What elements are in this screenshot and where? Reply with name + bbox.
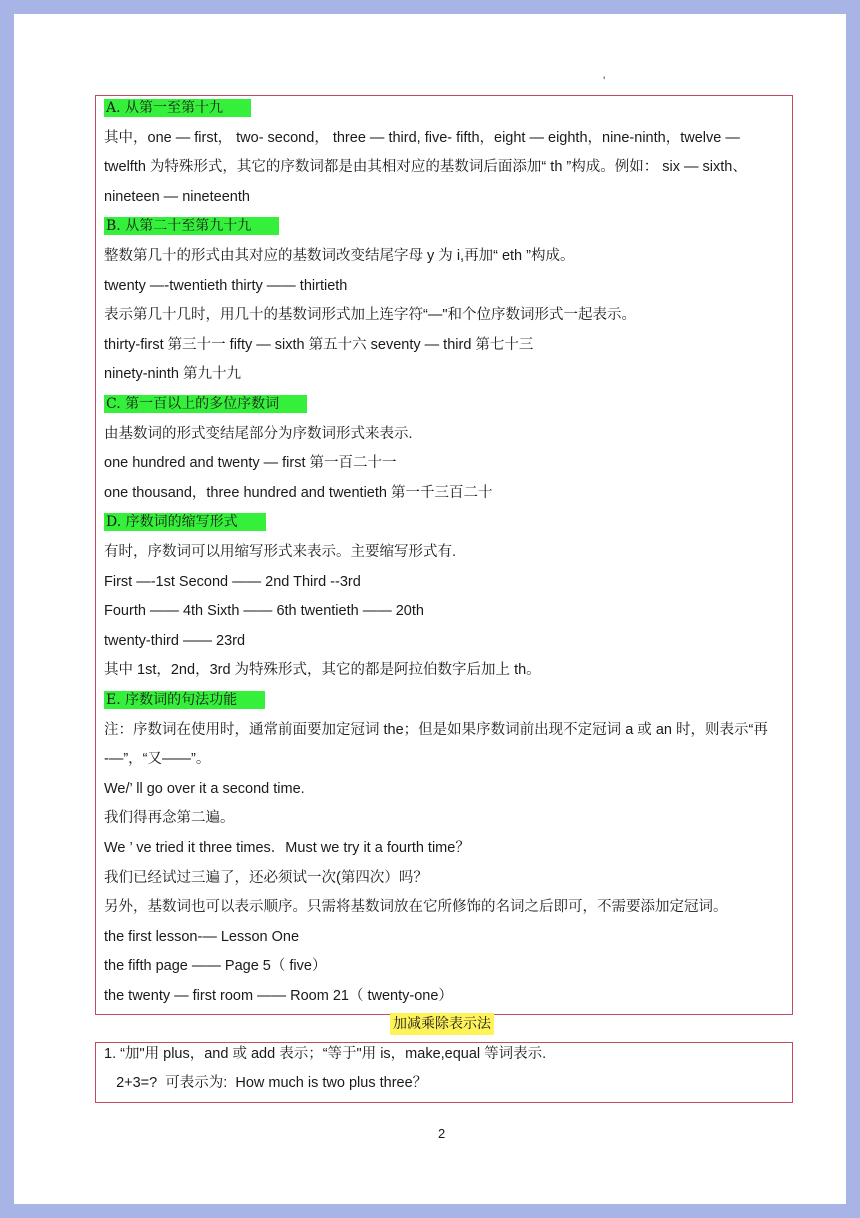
text-line: 注：序数词在使用时，通常前面要加定冠词 the；但是如果序数词前出现不定冠词 a 或 an 时，则表示“再 <box>104 721 768 738</box>
text-line: 有时，序数词可以用缩写形式来表示。主要缩写形式有. <box>104 544 457 560</box>
text-line: 我们已经试过三遍了，还必须试一次(第四次）吗？ <box>104 869 428 886</box>
arithmetic-box <box>95 1042 793 1103</box>
text-line: twenty —-twentieth thirty —— thirtieth <box>104 277 348 294</box>
section-heading: D. 序数词的缩写形式 <box>104 512 266 532</box>
section-heading: C. 第一百以上的多位序数词 <box>104 394 307 414</box>
text-line: thirty-first 第三十一 fifty — sixth 第五十六 seventy — third 第七十三 <box>104 336 534 353</box>
text-line: the twenty — first room —— Room 21（ twenty-one） <box>104 988 453 1004</box>
text-line: 其中，one — first， two- second， three — third, five- fifth，eight — eighth，nine-ninth，twelve — <box>104 129 740 146</box>
text-line: First —-1st Second —— 2nd Third --3rd <box>104 573 361 590</box>
text-line: one thousand，three hundred and twentieth 第一千三百二十 <box>104 484 493 501</box>
ordinal-numbers-box <box>95 95 793 1015</box>
section-heading: B. 从第二十至第九十九 <box>104 216 279 236</box>
text-line: ninety-ninth 第九十九 <box>104 366 241 383</box>
text-line: the first lesson-— Lesson One <box>104 928 300 945</box>
text-line: 另外，基数词也可以表示顺序。只需将基数词放在它所修饰的名词之后即可，不需要添加定冠词。 <box>104 899 728 916</box>
text-line: 整数第几十的形式由其对应的基数词改变结尾字母 y 为 i,再加“ eth ”构成。 <box>104 248 575 264</box>
text-line: 2+3=? 可表示为: How much is two plus three？ <box>104 1075 428 1091</box>
text-line: We ’ ve tried it three times．Must we try it a fourth time？ <box>104 840 470 856</box>
text-line: the fifth page —— Page 5（ five） <box>104 958 327 975</box>
text-line: We/’ ll go over it a second time. <box>104 780 305 797</box>
text-line: 表示第几十几时，用几十的基数词形式加上连字符“—"和个位序数词形式一起表示。 <box>104 307 636 324</box>
text-line: 由基数词的形式变结尾部分为序数词形式来表示. <box>104 425 413 442</box>
section-heading: A. 从第一至第十九 <box>104 98 251 118</box>
document-page <box>14 14 846 1204</box>
stray-mark: ' <box>603 74 606 88</box>
text-line: 我们得再念第二遍。 <box>104 810 235 827</box>
text-line: nineteen — nineteenth <box>104 188 250 205</box>
text-line: 其中 1st，2nd，3rd 为特殊形式，其它的都是阿拉伯数字后加上 th。 <box>104 662 541 679</box>
text-line: one hundred and twenty — first 第一百二十一 <box>104 455 397 472</box>
text-line: Fourth —— 4th Sixth —— 6th twentieth —— 20th <box>104 603 424 620</box>
text-line: 1. “加"用 plus，and 或 add 表示；“等于"用 is，make,equal 等词表示. <box>104 1046 547 1062</box>
text-line: -—”，“又——”。 <box>104 751 211 768</box>
section-heading: E. 序数词的句法功能 <box>104 690 265 710</box>
text-line: twenty-third —— 23rd <box>104 632 246 649</box>
text-line: twelfth 为特殊形式，其它的序数词都是由其相对应的基数词后面添加“ th ”构成。例如： six — sixth、 <box>104 159 747 176</box>
page-number: 2 <box>438 1126 446 1141</box>
section-title-arithmetic: 加减乘除表示法 <box>390 1013 494 1035</box>
